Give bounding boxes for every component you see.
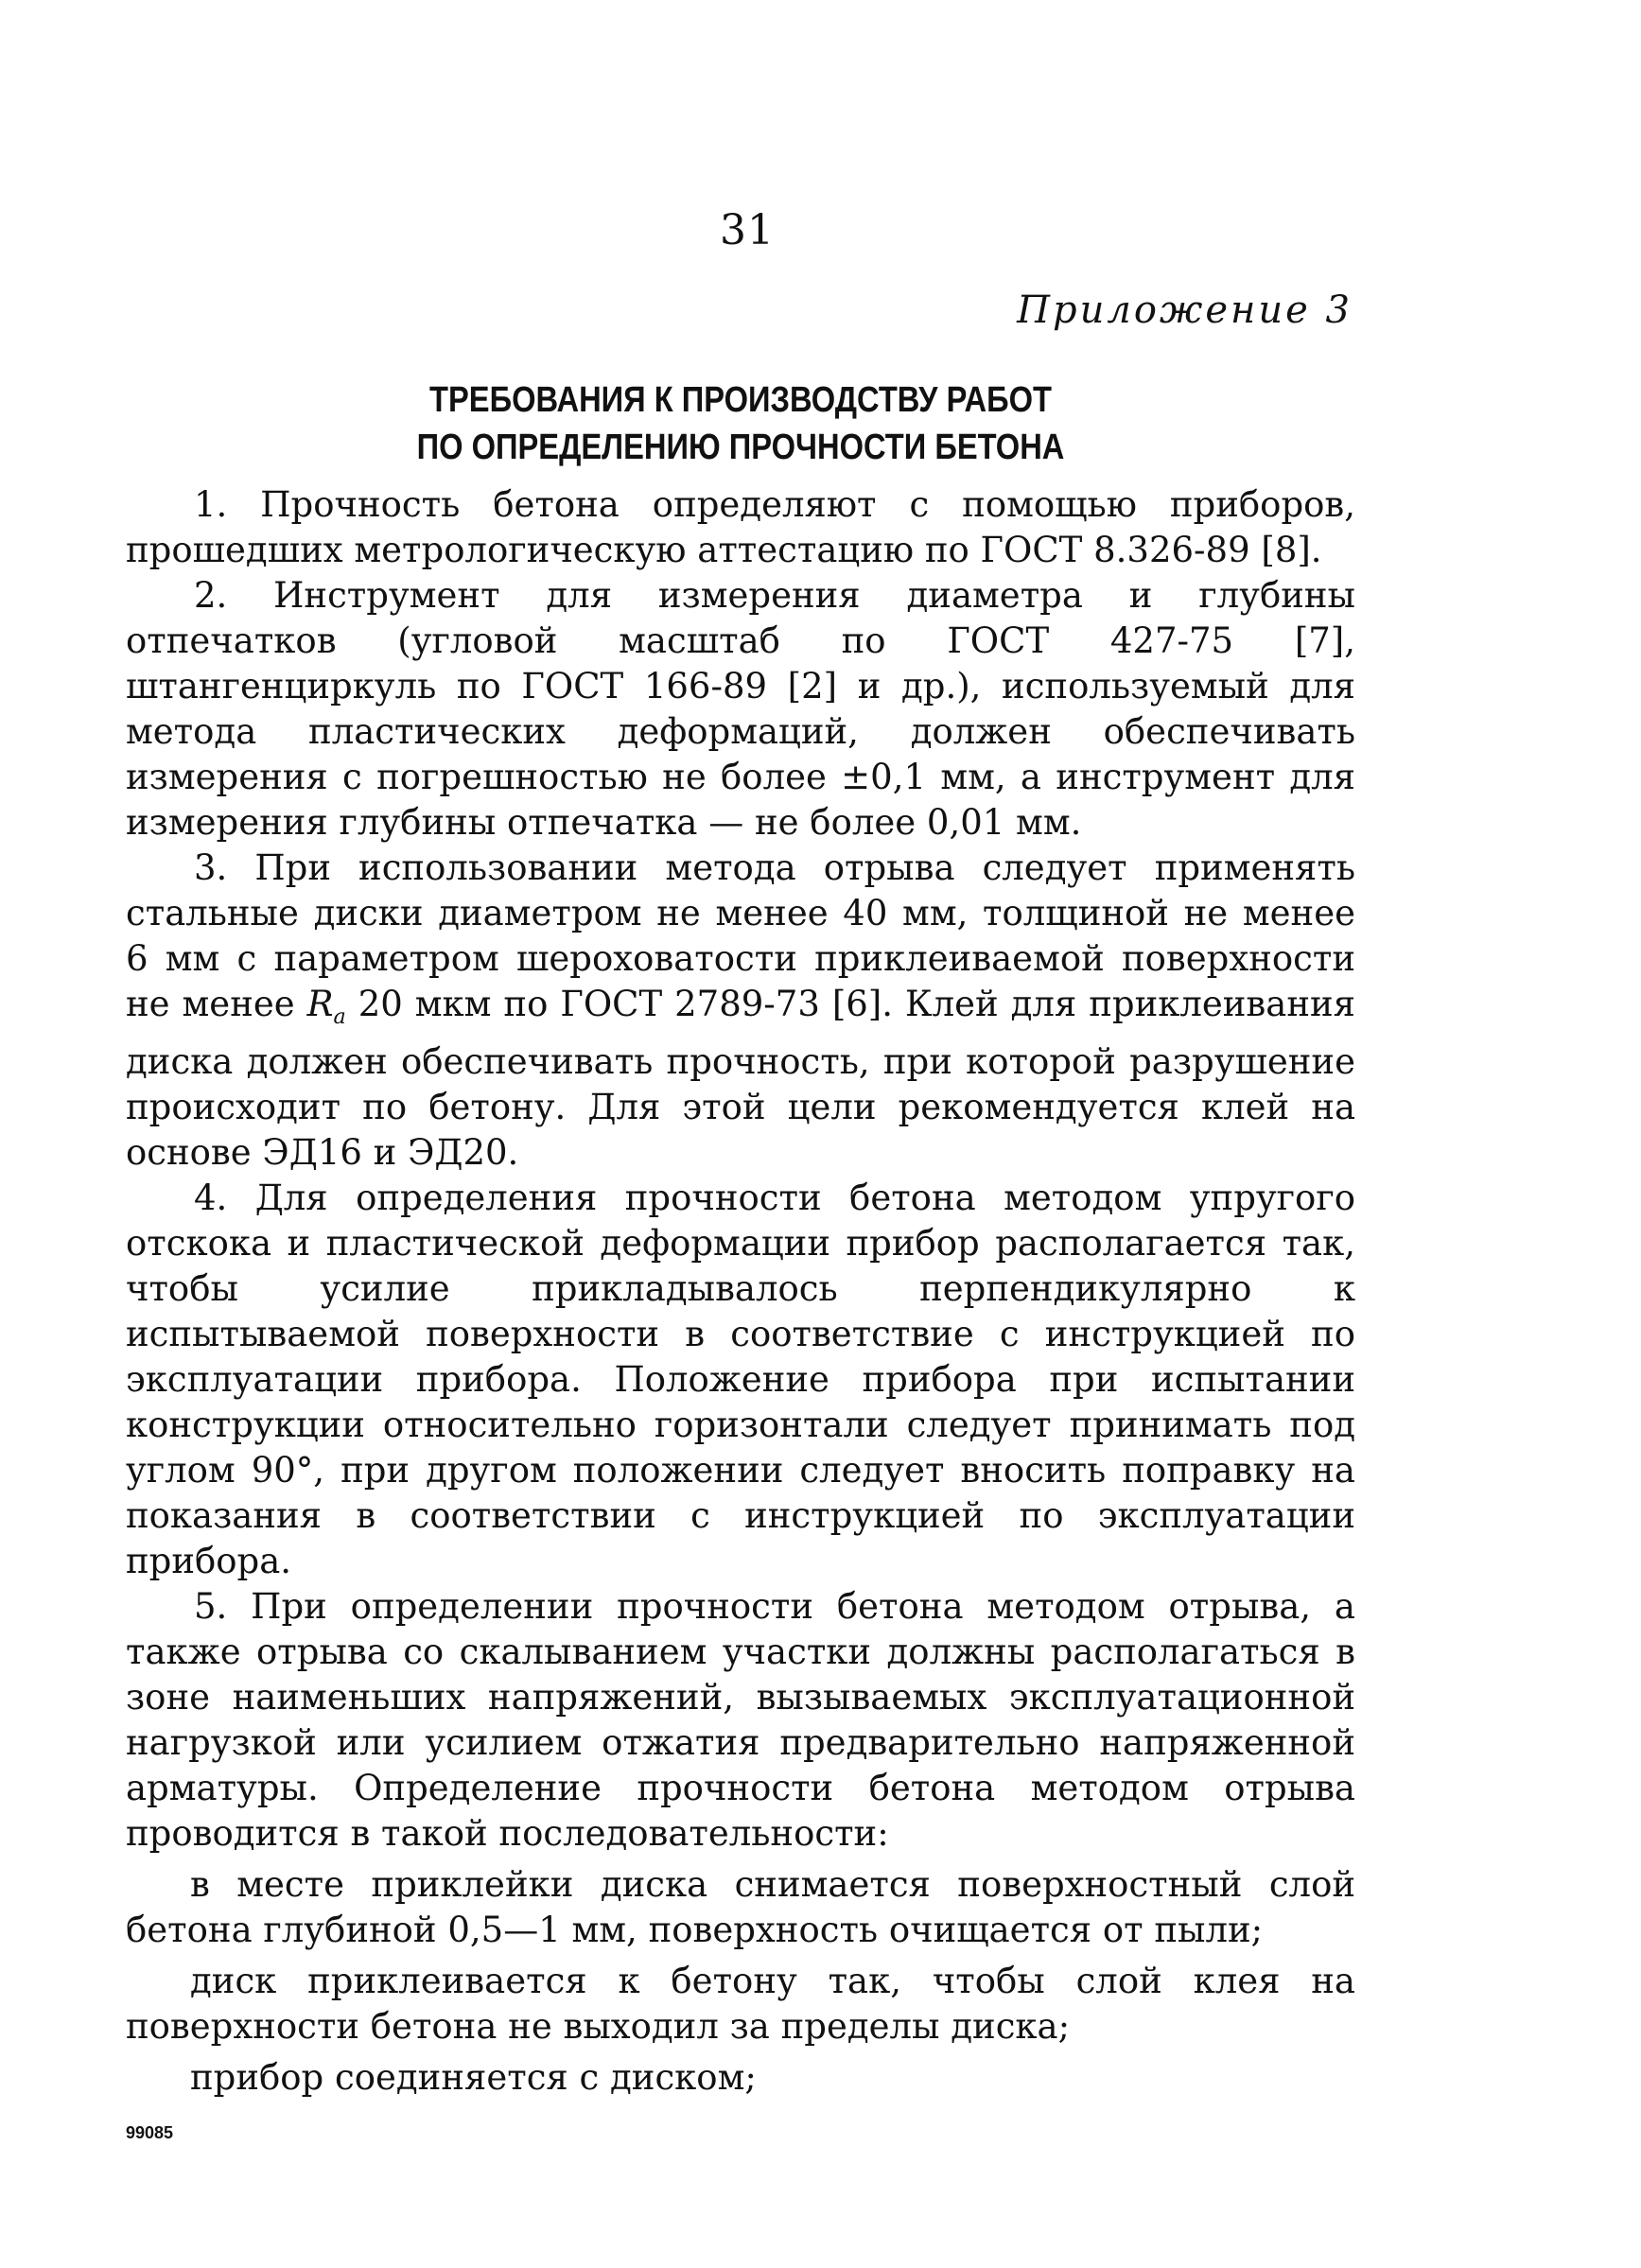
heading-line-1: ТРЕБОВАНИЯ К ПРОИЗВОДСТВУ РАБОТ	[429, 380, 1052, 420]
step-3: прибор соединяется с диском;	[190, 2056, 757, 2098]
paragraph-2: 2. Инструмент для измерения диаметра и глубины отпечатков (угловой масштаб по ГОСТ 427-75 [7], штангенциркуль по ГОСТ 166-89 [2] и др.), используемый для метода пластических деформаций, должен обеспечивать измерения с погрешностью не более ±0,1 мм, а инструмент для измерения глубины отпечатка — не более 0,01 мм.	[126, 575, 1355, 843]
footer-code: 99085	[126, 2123, 174, 2142]
paragraph-3	[126, 846, 1355, 1176]
step-2: диск приклеивается к бетону так, чтобы слой клея на поверхности бетона не выходил за пределы диска;	[126, 1960, 1355, 2047]
paragraph-3-part-1: 3. При использовании метода отрыва следует применять стальные диски диаметром не менее 40 мм, толщиной не менее 6 мм с параметром шероховатости приклеиваемой поверхности не менее	[126, 847, 1355, 1024]
appendix-label: Приложение 3	[1017, 288, 1353, 332]
roughness-symbol: R	[306, 984, 334, 1024]
step-1: в месте приклейки диска снимается поверхностный слой бетона глубиной 0,5—1 мм, поверхность очищается от пыли;	[126, 1863, 1355, 1950]
paragraph-5: 5. При определении прочности бетона методом отрыва, а также отрыва со скалыванием участки должны располагаться в зоне наименьших напряжений, вызываемых эксплуатационной нагрузкой или усилием отжатия предварительно напряженной арматуры. Определение прочности бетона методом отрыва проводится в такой последовательности:	[126, 1585, 1355, 1854]
paragraph-1: 1. Прочность бетона определяют с помощью приборов, прошедших метрологическую аттестацию по ГОСТ 8.326-89 [8].	[126, 484, 1355, 570]
page-number: 31	[720, 206, 775, 254]
roughness-subscript: a	[333, 1003, 346, 1029]
paragraph-3-part-2: 20 мкм по ГОСТ 2789-73 [6]. Клей для приклеивания диска должен обеспечивать прочность, при которой разрушение происходит по бетону. Для этой цели рекомендуется клей на основе ЭД16 и ЭД20.	[126, 984, 1355, 1173]
heading-line-2: ПО ОПРЕДЕЛЕНИЮ ПРОЧНОСТИ БЕТОНА	[416, 427, 1065, 467]
body-text	[126, 482, 1355, 2106]
paragraph-4: 4. Для определения прочности бетона методом упругого отскока и пластической деформации прибор располагается так, чтобы усилие прикладывалось перпендикулярно к испытываемой поверхности в соответствие с инструкцией по эксплуатации прибора. Положение прибора при испытании конструкции относительно горизонтали следует принимать под углом 90°, при другом положении следует вносить поправку на показания в соответствии с инструкцией по эксплуатации прибора.	[126, 1177, 1355, 1581]
section-heading	[212, 376, 1269, 471]
